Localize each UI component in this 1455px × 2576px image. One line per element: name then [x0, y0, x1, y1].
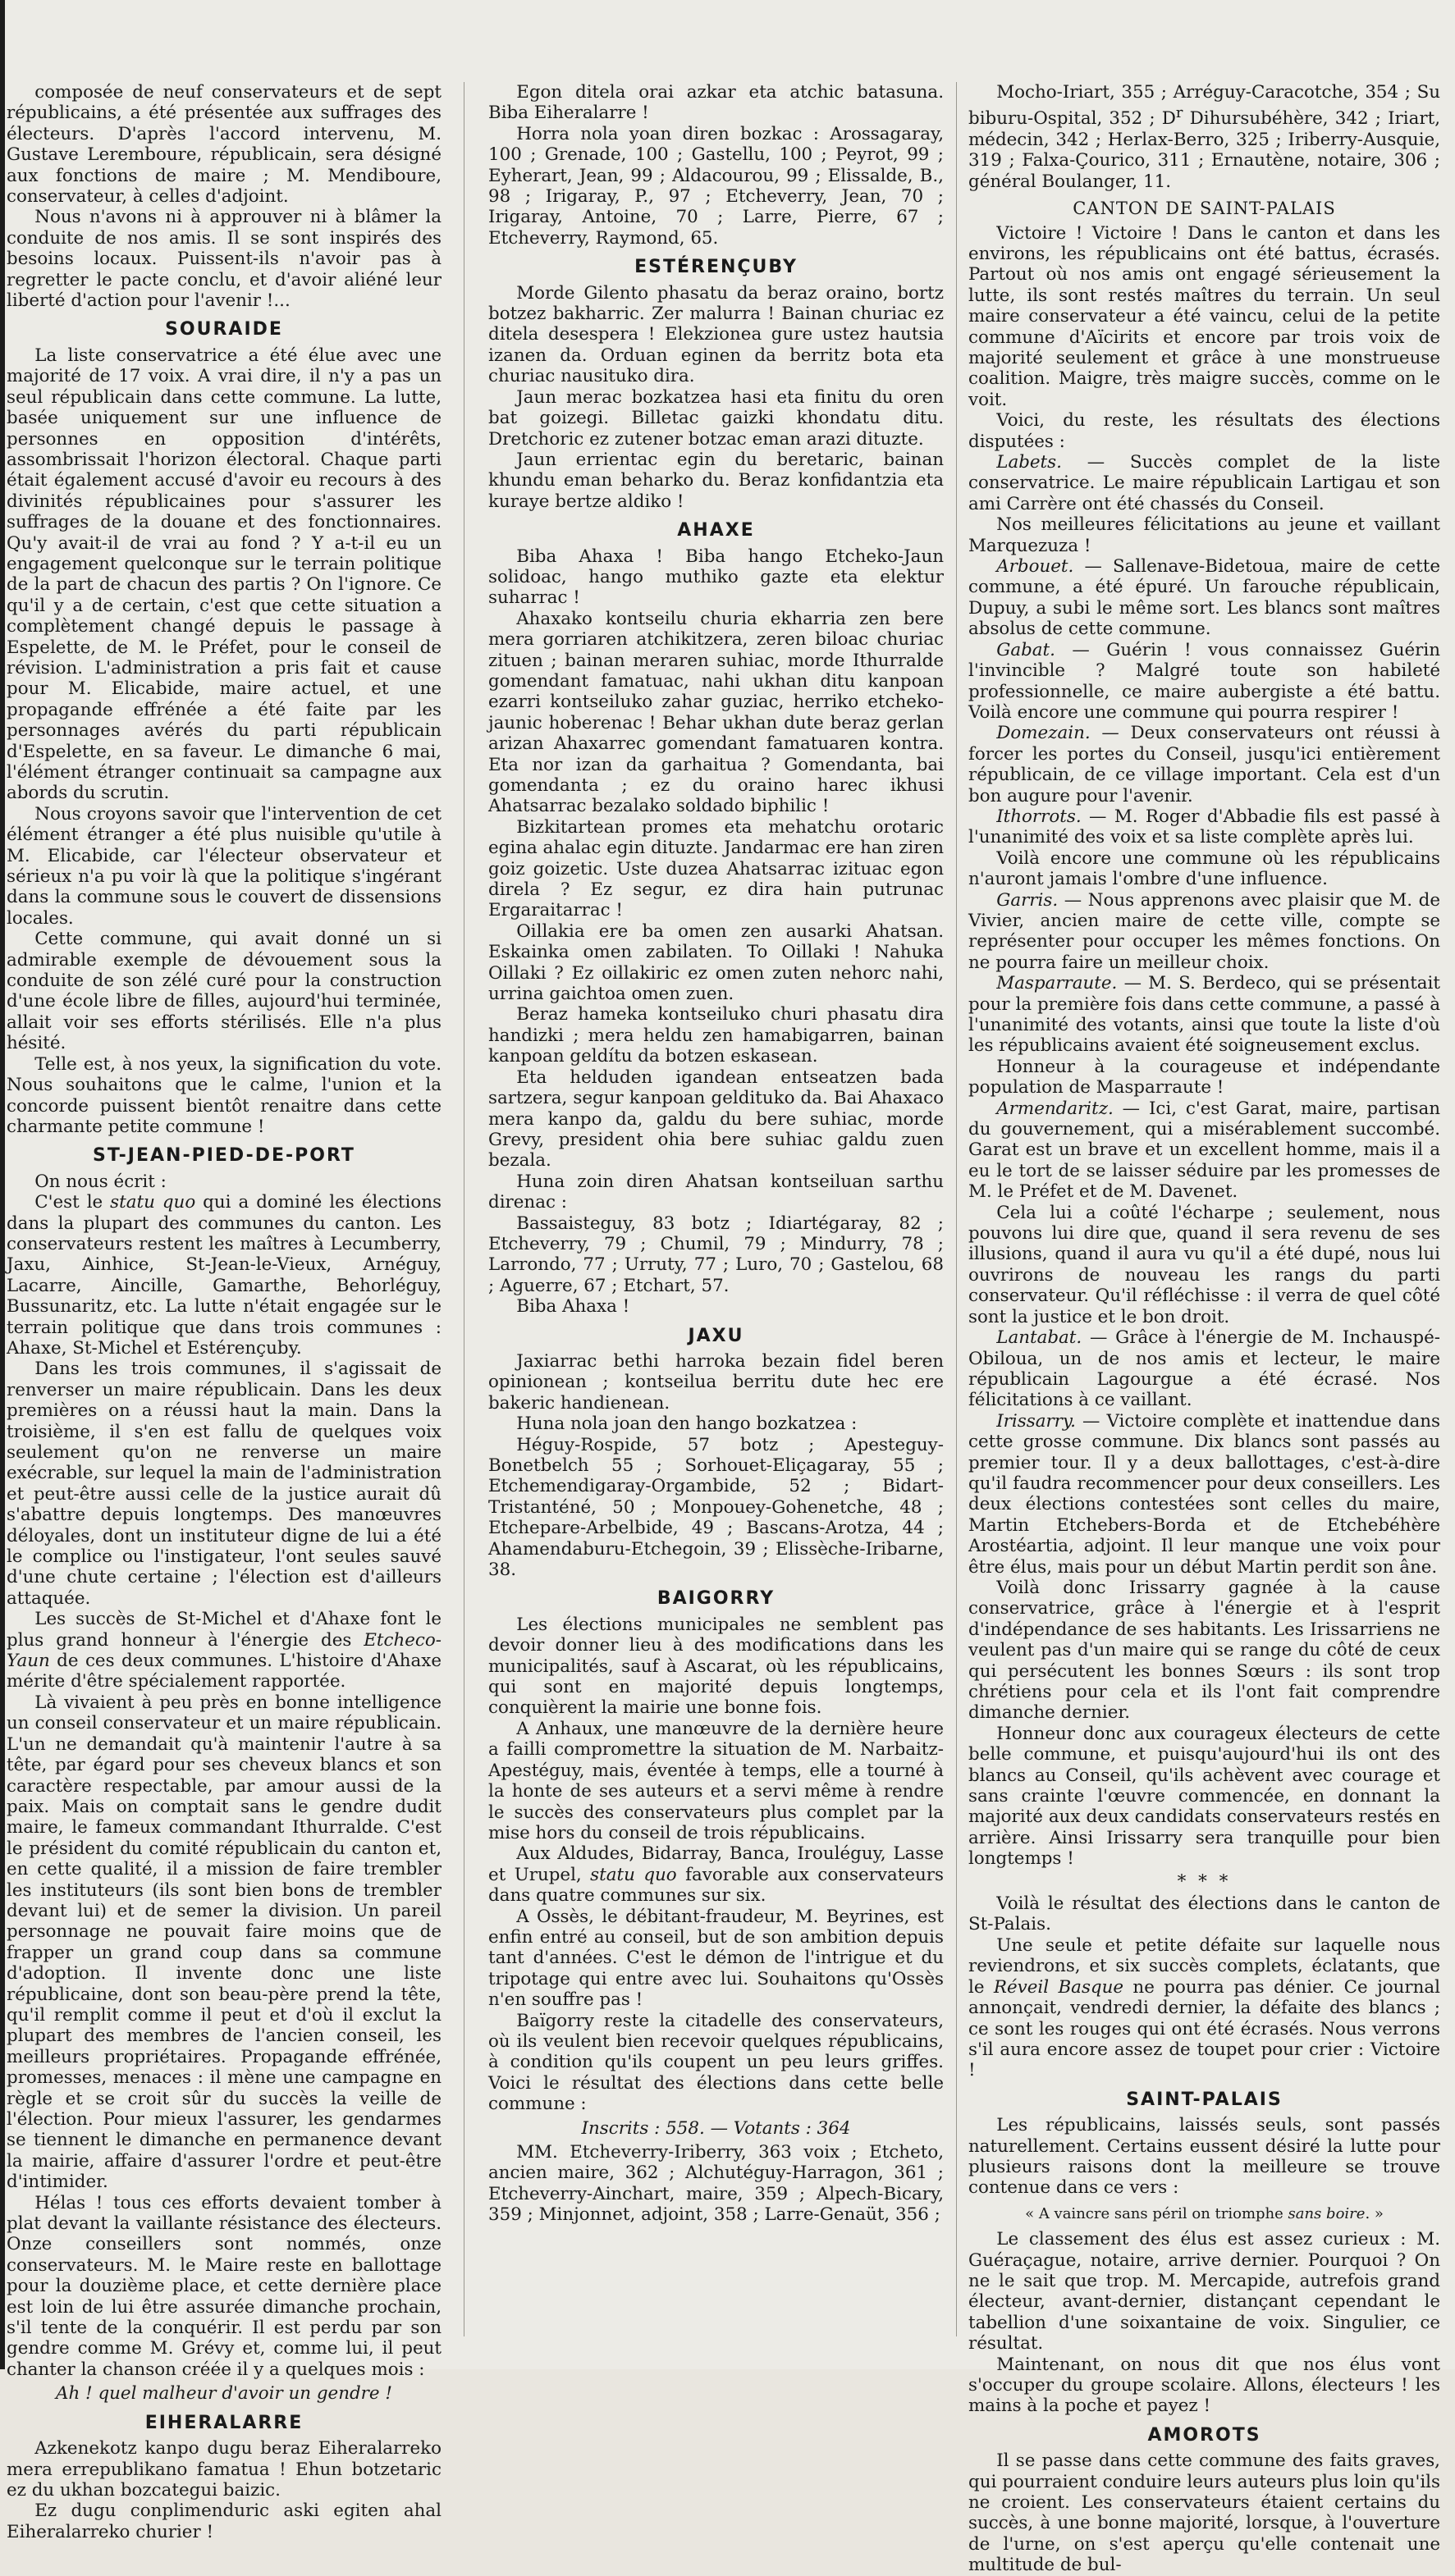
paragraph: Labets. — Succès complet de la liste conservatrice. Le maire républicain Lartigau et son ami Carrère ont été chassés du Conseil. [968, 452, 1440, 514]
section-heading: AHAXE [677, 520, 755, 541]
paragraph: Voilà encore une commune où les républicains n'auront jamais l'ombre d'une influence. [968, 847, 1440, 890]
paragraph: Eta helduden igandean entseatzen bada sartzera, segur kanpoan geldituko da. Bai Ahaxaco mera kanpo da, galdu du bere suhiac, morde Grevy, president ohia bere suhiac galdu zuen bezala. [488, 1066, 944, 1172]
paragraph: Gabat. — Guérin ! vous connaissez Guérin l'invincible ? Malgré toute son habileté professionnelle, ce maire aubergiste a été battu. Voilà encore une commune qui pourra respirer ! [968, 639, 1440, 723]
paragraph: Voici, du reste, les résultats des élections disputées : [968, 410, 1440, 452]
centered-line: Ah ! quel malheur d'avoir un gendre ! [56, 2383, 392, 2405]
paragraph: Lantabat. — Grâce à l'énergie de M. Inchauspé-Obiloua, un de nos amis et lecteur, le maire républicain Lagourgue a été écrasé. Nos félicitations à ce vaillant. [968, 1327, 1440, 1411]
section-heading: ESTÉRENÇUBY [634, 257, 798, 278]
page-binding-edge [0, 0, 5, 2369]
paragraph: Dans les trois communes, il s'agissait de renverser un maire républicain. Dans les deux premières on a réussi haut la main. Dans la troisième, il s'en est fallu de quelques voix seulement qu'on ne renverse un maire exécrable, sur lequel la main de l'administration et peut-être aussi celle de la justice aurait dû s'abattre depuis longtemps. Des manœuvres déloyales, dont un instituteur digne de lui a été le complice ou l'instigateur, l'ont seules sauvé d'une chute certaine ; l'élection est d'ailleurs attaquée. [7, 1359, 442, 1609]
paragraph: Maintenant, on nous dit que nos élus vont s'occuper du groupe scolaire. Allons, électeurs ! les mains à la poche et payez ! [968, 2354, 1440, 2417]
paragraph: Jaun merac bozkatzea hasi eta finitu du oren bat goizegi. Billetac gaizki khondatu ditu. Dretchoric ez zutener botzac eman arazi dituzte. [488, 386, 944, 450]
paragraph: Irissarry. — Victoire complète et inattendue dans cette grosse commune. Dix blancs sont passés au premier tour. Il y a deux ballottages, c'est-à-dire qu'il faudra recommencer pour deux conseillers. Les deux élections contestées sont celles du maire, Martin Etchebers-Borda et de Etchebéhère Arostéartia, adjoint. Il leur manque une voix pour être élus, mais pour un début Martin perdit son âne. [968, 1410, 1440, 1578]
paragraph: Armendaritz. — Ici, c'est Garat, maire, partisan du gouvernement, qui a misérablement succombé. Garat est un brave et un excellent homme, mais il a eu le tort de se laisser séduire par les promesses de M. le Préfet et de M. Davenet. [968, 1098, 1440, 1203]
paragraph: Le classement des élus est assez curieux : M. Guéraçague, notaire, arrive dernier. Pourquoi ? On ne le sait que trop. M. Mercapide, autrefois grand électeur, avant-dernier, distançant cependant le tabellion d'une soixantaine de voix. Singulier, ce résultat. [968, 2229, 1440, 2354]
column-2 [488, 82, 944, 2353]
paragraph: Beraz hameka kontseiluko churi phasatu dira handizki ; mera heldu zen hamabigarren, bainan kanpoan geldítu da botzen eskasean. [488, 1004, 944, 1067]
paragraph: Honneur donc aux courageux électeurs de cette belle commune, et puisqu'aujourd'hui ils ont des blancs au Conseil, qu'ils achèvent avec courage et sans crainte l'œuvre commencée, en donnant la majorité aux deux candidats conservateurs restés en arrière. Ainsi Irissarry sera tranquille pour bien longtemps ! [968, 1723, 1440, 1870]
paragraph: Egon ditela orai azkar eta atchic batasuna. Biba Eiheralarre ! [488, 82, 944, 124]
paragraph: Garris. — Nous apprenons avec plaisir que M. de Vivier, ancien maire de cette ville, compte se représenter pour occuper les mêmes fonctions. On ne pourra faire un meilleur choix. [968, 889, 1440, 973]
paragraph: Biba Ahaxa ! [516, 1296, 630, 1318]
paragraph: Arbouet. — Sallenave-Bidetoua, maire de cette commune, a été épuré. Un farouche républicain, Dupuy, a subi le même sort. Les blancs sont maîtres absolus de cette commune. [968, 556, 1440, 640]
paragraph: Ithorrots. — M. Roger d'Abbadie fils est passé à l'unanimité des voix et sa liste complète après lui. [968, 806, 1440, 848]
paragraph: On nous écrit : [34, 1171, 167, 1192]
paragraph: Horra nola yoan diren bozkac : Arossagaray, 100 ; Grenade, 100 ; Gastellu, 100 ; Peyrot, 99 ; Eyherart, Jean, 99 ; Aldacourou, 99 ; Elissalde, B., 98 ; Irigaray, P., 97 ; Etcheverry, Jean, 70 ; Irigaray, Antoine, 70 ; Larre, Pierre, 67 ; Etcheverry, Raymond, 65. [488, 123, 944, 249]
paragraph: Jaun errientac egin du beretaric, bainan khundu eman beharko du. Beraz konfidantzia eta kuraye bertze aldiko ! [488, 449, 944, 512]
paragraph: Honneur à la courageuse et indépendante population de Masparraute ! [968, 1056, 1440, 1098]
paragraph: Il se passe dans cette commune des faits graves, qui pourraient conduire leurs auteurs plus loin qu'ils ne croient. Les conservateurs étaient certains du succès, à une bonne majorité, lorsque, à l'ouverture de l'urne, on s'est aperçu qu'elle contenait une multitude de bul- [968, 2450, 1440, 2576]
paragraph: Biba Ahaxa ! Biba hango Etcheko-Jaun solidoac, hango muthiko gazte eta elektur suharrac ! [488, 546, 944, 609]
section-heading: CANTON DE SAINT-PALAIS [1073, 199, 1336, 219]
paragraph: Héguy-Rospide, 57 botz ; Apesteguy-Bonetbelch 55 ; Sorhouet-Eliçagaray, 55 ; Etchemendigaray-Orgambide, 52 ; Bidart-Tristanténé, 50 ; Monpouey-Gohenetche, 48 ; Etchepare-Arbelbide, 49 ; Bascans-Arotza, 44 ; Ahamendaburu-Etchegoin, 39 ; Elissèche-Iribarne, 38. [488, 1434, 944, 1581]
paragraph: A Anhaux, une manœuvre de la dernière heure a failli compromettre la situation de M. Narbaitz-Apestéguy, mais, éventée à temps, elle a tourné à la honte de ses auteurs et a servi même à rendre le succès des conservateurs plus complet par la mise hors du conseil de trois républicains. [488, 1718, 944, 1843]
centered-line: Inscrits : 558. — Votants : 364 [581, 2117, 851, 2139]
paragraph: Hélas ! tous ces efforts devaient tomber à plat devant la vaillante résistance des électeurs. Onze conseillers sont nommés, onze conservateurs. M. le Maire reste en ballottage pour la douzième place, et cette dernière place est loin de lui être assurée dimanche prochain, s'il tente de la conquérir. Il est perdu par son gendre comme M. Grévy et, comme lui, il peut chanter la chanson créée il y a quelques mois : [7, 2192, 442, 2380]
paragraph: Azkenekotz kanpo dugu beraz Eiheralarreko mera errepublikano famatua ! Ehun botzetaric ez du ukhan bozcategui baizic. [7, 2438, 442, 2501]
paragraph: Masparraute. — M. S. Berdeco, qui se présentait pour la première fois dans cette commune, a passé à l'unanimité des votants, ainsi que toute la liste d'où les républicains avaient été soigneusement exclus. [968, 973, 1440, 1057]
paragraph: Nous croyons savoir que l'intervention de cet élément étranger a été plus nuisible qu'utile à M. Elicabide, car l'électeur observateur et sérieux n'a pu voir là que la politique s'ingérant dans la commune sous le couvert de dissensions locales. [7, 803, 442, 929]
paragraph: Voilà le résultat des élections dans le canton de St-Palais. [968, 1893, 1440, 1935]
paragraph: Huna nola joan den hango bozkatzea : [516, 1414, 858, 1435]
column-1 [7, 82, 442, 2542]
paragraph: Bizkitartean promes eta mehatchu orotaric egina ahalac egin dituzte. Jandarmac ere han ziren goiz goizetic. Uste duzea Ahatsarrac izituac egon direla ? Ez segur, ez dira hain putrunac Ergaraitarrac ! [488, 816, 944, 921]
section-heading: JAXU [688, 1325, 744, 1346]
section-heading: ST-JEAN-PIED-DE-PORT [93, 1145, 355, 1167]
quotation: « A vaincre sans péril on triomphe sans boire. » [1025, 2204, 1384, 2222]
section-heading: EIHERALARRE [144, 2412, 304, 2433]
paragraph: Voilà donc Irissarry gagnée à la cause conservatrice, grâce à l'énergie et à l'esprit d'indépendance de ses habitants. Les Irissarriens ne veulent pas d'un maire qui se range du côté de ceux qui persécutent les bonnes Sœurs : ils sont trop chrétiens pour cela et ils l'ont fait comprendre dimanche dernier. [968, 1577, 1440, 1724]
paragraph: Huna zoin diren Ahatsan kontseiluan sarthu direnac : [488, 1171, 944, 1213]
paragraph: Une seule et petite défaite sur laquelle nous reviendrons, et six succès complets, éclatants, que le Réveil Basque ne pourra pas dénier. Ce journal annonçait, vendredi dernier, la défaite des blancs ; ce sont les rouges qui ont été écrasés. Nous verrons s'il aura encore assez de toupet pour crier : Victoire ! [968, 1934, 1440, 2081]
paragraph: Cela lui a coûté l'écharpe ; seulement, nous pouvons lui dire que, quand il sera revenu de ses illusions, quand il aura vu qu'il a été dupé, nous lui ouvrirons de nouveau les rangs du parti conservateur. Qu'il réfléchisse : il verra de quel côté sont la justice et le bon droit. [968, 1202, 1440, 1327]
paragraph: MM. Etcheverry-Iriberry, 363 voix ; Etcheto, ancien maire, 362 ; Alchutéguy-Harragon, 361 ; Etcheverry-Ainchart, maire, 359 ; Alpech-Bicary, 359 ; Minjonnet, adjoint, 358 ; Larre-Genaüt, 356 ; [488, 2142, 944, 2226]
paragraph: composée de neuf conservateurs et de sept républicains, a été présentée aux suffrages des électeurs. D'après l'accord intervenu, M. Gustave Leremboure, républicain, sera désigné aux fonctions de maire ; M. Mendiboure, conservateur, à celles d'adjoint. [7, 82, 442, 208]
paragraph: Aux Aldudes, Bidarray, Banca, Irouléguy, Lasse et Urupel, statu quo favorable aux conservateurs dans quatre communes sur six. [488, 1843, 944, 1907]
paragraph: Morde Gilento phasatu da beraz oraino, bortz botzez bakharric. Zer malurra ! Bainan churiac ez ditela desespera ! Elekzionea gure ustez hautsia izanen da. Orduan eginen da berritz bota eta churiac nausituko dira. [488, 282, 944, 387]
paragraph: A Ossès, le débitant-fraudeur, M. Beyrines, est enfin entré au conseil, but de son ambition depuis tant d'années. C'est le démon de l'intrigue et du tripotage qui entre avec lui. Souhaitons qu'Ossès n'en souffre pas ! [488, 1906, 944, 2011]
paragraph: La liste conservatrice a été élue avec une majorité de 17 voix. A vrai dire, il n'y a pas un seul républicain dans cette commune. La lutte, basée uniquement sur une influence de personnes en opposition d'intérêts, assombrissait l'horizon électoral. Chaque parti était également accusé d'avoir eu recours à des divinités républicaines pour s'assurer les suffrages de la douane et des fonctionnaires. Qu'y avait-il de vrai au fond ? Y a-t-il eu un engagement quelconque sur le terrain politique de la part de chacun des partis ? On l'ignore. Ce qu'il y a de certain, c'est que cette situation a complètement changé depuis le passage à Espelette, de M. le Préfet, pour le conseil de révision. L'administration a pris fait et cause pour M. Elicabide, maire actuel, et une propagande effrénée a été faite par les personnages avérés du parti républicain d'Espelette, en sa faveur. Le dimanche 6 mai, l'élément étranger continuait sa campagne aux abords du scrutin. [7, 345, 442, 804]
section-heading: SAINT-PALAIS [1126, 2089, 1283, 2110]
paragraph: Là vivaient à peu près en bonne intelligence un conseil conservateur et un maire républicain. L'un ne demandait qu'à maintenir l'autre à sa tête, par égard pour ses cheveux blancs et son caractère respectable, par amour aussi de la paix. Mais on comptait sans le gendre dudit maire, le fameux commandant Ithurralde. C'est le président du comité républicain du canton et, en cette qualité, il a mission de faire trembler les instituteurs (ils sont bien bons de trembler devant lui) et de semer la division. Un pareil personnage ne pouvait faire moins que de frapper un grand coup dans sa commune d'adoption. Il invente donc une liste républicaine, dont son beau-père prend la tête, qu'il remplit comme il peut et d'où il exclut la plupart des membres de l'ancien conseil, les meilleurs propriétaires. Propagande effrénée, promesses, menaces : il mène une campagne en règle et se croit sûr du succès la veille de l'élection. Pour mieux l'assurer, les gendarmes se tiennent le dimanche en permanence devant la mairie, affaire d'assurer l'ordre et peut-être d'intimider. [7, 1692, 442, 2193]
paragraph: Ez dugu conplimenduric aski egiten ahal Eiheralarreko churier ! [7, 2501, 442, 2542]
paragraph: C'est le statu quo qui a dominé les élections dans la plupart des communes du canton. Les conservateurs restent les maîtres à Lecumberry, Jaxu, Ainhice, St-Jean-le-Vieux, Arnéguy, Lacarre, Aincille, Gamarthe, Behorléguy, Bussunaritz, etc. La lutte n'était engagée sur le terrain politique que dans trois communes : Ahaxe, St-Michel et Estérençuby. [7, 1192, 442, 1359]
paragraph: Les succès de St-Michel et d'Ahaxe font le plus grand honneur à l'énergie des Etcheco-Yaun de ces deux communes. L'histoire d'Ahaxe mérite d'être spécialement rapportée. [7, 1609, 442, 1692]
paragraph: Les républicains, laissés seuls, sont passés naturellement. Certains eussent désiré la lutte pour plusieurs raisons dont la meilleure se trouve contenue dans ce vers : [968, 2115, 1440, 2199]
paragraph: Jaxiarrac bethi harroka bezain fidel beren opinionean ; kontseilua berritu dute hec ere bakeric handienean. [488, 1350, 944, 1414]
separator-asterisks: * * * [1177, 1870, 1232, 1892]
paragraph: Nous n'avons ni à approuver ni à blâmer la conduite de nos amis. Il se sont inspirés des besoins locaux. Puissent-ils n'avoir pas à regretter le pacte conclu, et d'avoir aliéné leur liberté d'action pour l'avenir !... [7, 207, 442, 312]
paragraph: Baïgorry reste la citadelle des conservateurs, où ils veulent bien recevoir quelques républicains, à condition qu'ils coupent un peu leurs griffes. Voici le résultat des élections dans cette belle commune : [488, 2010, 944, 2115]
paragraph: Bassaisteguy, 83 botz ; Idiartégaray, 82 ; Etcheverry, 79 ; Chumil, 79 ; Mindurry, 78 ; Larrondo, 77 ; Urruty, 77 ; Luro, 70 ; Gastelou, 68 ; Aguerre, 67 ; Etchart, 57. [488, 1213, 944, 1296]
paragraph: Mocho-Iriart, 355 ; Arréguy-Caracotche, 354 ; Su biburu-Ospital, 352 ; $D^r$ Dihursubéhère, 342 ; Iriart, médecin, 342 ; Herlax-Berro, 325 ; Iriberry-Ausquie, 319 ; Falxa-Çourico, 311 ; Ernautène, notaire, 306 ; général Boulanger, 11. [968, 82, 1440, 192]
paragraph: Cette commune, qui avait donné un si admirable exemple de dévouement sous la conduite de son zélé curé pour la construction d'une école libre de filles, aujourd'hui terminée, allait voir ses efforts stérilisés. Elle n'a plus hésité. [7, 929, 442, 1054]
paragraph: Oillakia ere ba omen zen ausarki Ahatsan. Eskainka omen zabilaten. To Oillaki ! Nahuka Oillaki ? Ez oillakiric ez omen zuten nehorc nahi, urrina gaichtoa omen zuen. [488, 920, 944, 1005]
paragraph: Ahaxako kontseilu churia ekharria zen bere mera gorriaren atchikitzera, zeren biloac churiac zituen ; bainan meraren suhiac, morde Ithurralde gomendant famatuac, nahi ukhan ditu kanpoan ezarri kontseiluko zahar guziac, herriko etcheko-jaunic hoberenac ! Behar ukhan dute beraz gerlan arizan Ahaxarrec gomendant famatuaren kontra. Eta nor izan da garhaitua ? Gomendanta, bai gomendanta ; ez du oraino harec ikhusi Ahatsarrac bezalako soldado biphilic ! [488, 608, 944, 817]
section-heading: SOURAIDE [165, 319, 283, 340]
section-heading: AMOROTS [1147, 2424, 1261, 2446]
section-heading: BAIGORRY [657, 1588, 776, 1610]
column-divider [956, 82, 957, 2336]
paragraph: Nos meilleures félicitations au jeune et vaillant Marquezuza ! [968, 514, 1440, 556]
paragraph: Victoire ! Victoire ! Dans le canton et dans les environs, les républicains ont été battus, écrasés. Partout où nos amis ont engagé sérieusement la lutte, ils sont restés maîtres du terrain. Un seul maire conservateur a été vaincu, celui de la petite commune d'Aïcirits et encore par trois voix de majorité seulement et grâce à une monstrueuse coalition. Maigre, très maigre succès, comme on le voit. [968, 222, 1440, 410]
paragraph: Telle est, à nos yeux, la signification du vote. Nous souhaitons que le calme, l'union et la concorde puissent bientôt renaitre dans cette charmante petite commune ! [7, 1053, 442, 1137]
paragraph: Domezain. — Deux conservateurs ont réussi à forcer les portes du Conseil, jusqu'ici entièrement républicain, de ce village important. Cela est d'un bon augure pour l'avenir. [968, 723, 1440, 806]
paragraph: Les élections municipales ne semblent pas devoir donner lieu à des modifications dans les municipalités, sauf à Ascarat, où les républicains, qui sont en majorité depuis longtemps, conquièrent la mairie une bonne fois. [488, 1614, 944, 1719]
column-3 [968, 82, 1440, 2576]
